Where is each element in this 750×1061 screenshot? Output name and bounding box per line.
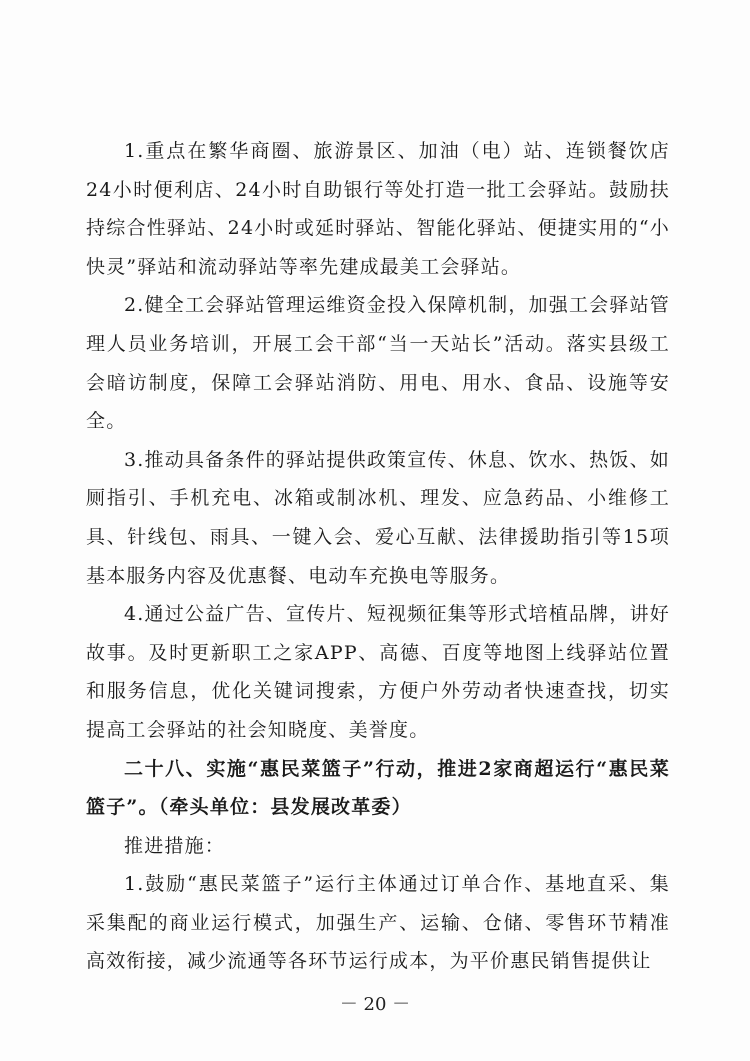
document-body — [86, 132, 670, 981]
paragraph-item-4: 4.通过公益广告、宣传片、短视频征集等形式培植品牌，讲好故事。及时更新职工之家APP、高德、百度等地图上线驿站位置和服务信息，优化关键词搜索，方便户外劳动者快速查找，切实提高工会驿站的社会知晓度、美誉度。 — [86, 603, 670, 741]
page-number: － 20 － — [339, 994, 411, 1015]
paragraph-measure-1: 1.鼓励“惠民菜篮子”运行主体通过订单合作、基地直采、集采集配的商业运行模式，加强生产、运输、仓储、零售环节精准高效衔接，减少流通等各环节运行成本，为平价惠民销售提供让 — [86, 873, 670, 973]
paragraph-item-2: 2.健全工会驿站管理运维资金投入保障机制，加强工会驿站管理人员业务培训，开展工会干部“当一天站长”活动。落实县级工会暗访制度，保障工会驿站消防、用电、用水、食品、设施等安全。 — [86, 294, 670, 433]
section-heading-28: 二十八、实施“惠民菜篮子”行动，推进2家商超运行“惠民菜篮子”。（牵头单位：县发展改革委） — [86, 757, 670, 819]
paragraph-item-3: 3.推动具备条件的驿站提供政策宣传、休息、饮水、热饭、如厕指引、手机充电、冰箱或制冰机、理发、应急药品、小维修工具、针线包、雨具、一键入会、爱心互献、法律援助指引等15项基本服务内容及优惠餐、电动车充换电等服务。 — [86, 448, 670, 587]
measures-label: 推进措施： — [124, 834, 226, 857]
paragraph-item-1: 1.重点在繁华商圈、旅游景区、加油（电）站、连锁餐饮店24小时便利店、24小时自助银行等处打造一批工会驿站。鼓励扶持综合性驿站、24小时或延时驿站、智能化驿站、便捷实用的“小快灵”驿站和流动驿站等率先建成最美工会驿站。 — [86, 140, 670, 278]
